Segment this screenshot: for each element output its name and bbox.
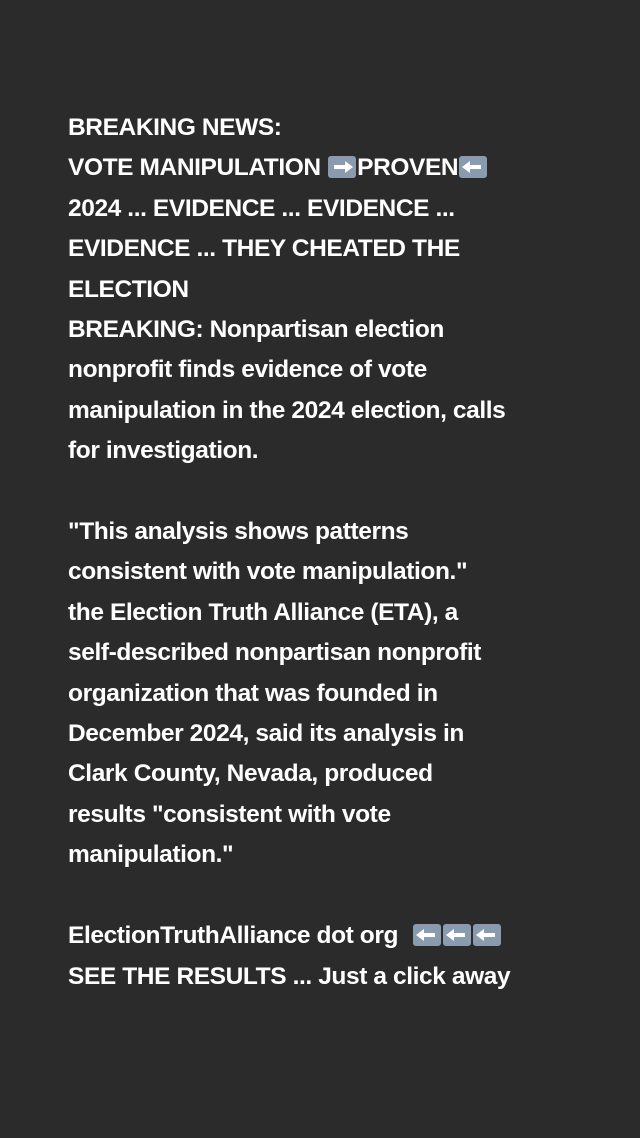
right-arrow-icon (328, 156, 356, 178)
paragraph-spacer (68, 472, 608, 512)
left-arrow-icon (443, 924, 471, 946)
breaking-line: for investigation. (68, 437, 259, 465)
breaking-line: manipulation in the 2024 election, calls (68, 396, 506, 424)
quote-line: consistent with vote manipulation." (68, 558, 468, 586)
headline-line: ELECTION (68, 275, 189, 303)
quote-line: manipulation." (68, 841, 234, 869)
headline-text: VOTE MANIPULATION (68, 154, 328, 182)
quote-line: December 2024, said its analysis in (68, 720, 464, 748)
quote-line: the Election Truth Alliance (ETA), a (68, 598, 458, 626)
headline-line (68, 148, 608, 188)
left-arrow-icon (473, 924, 501, 946)
headline-line: EVIDENCE ... THEY CHEATED THE (68, 235, 460, 263)
quote-line: self-described nonpartisan nonprofit (68, 639, 482, 667)
breaking-line: nonprofit finds evidence of vote (68, 356, 427, 384)
cta-line: SEE THE RESULTS ... Just a click away (68, 962, 511, 990)
breaking-line: BREAKING: Nonpartisan election (68, 316, 444, 344)
left-arrow-icon (459, 156, 487, 178)
headline-line: BREAKING NEWS: (68, 114, 282, 141)
paragraph-spacer (68, 876, 608, 916)
post-text (68, 108, 608, 997)
proven-text: PROVEN (357, 154, 459, 182)
quote-line: "This analysis shows patterns (68, 518, 409, 546)
left-arrow-icon (413, 924, 441, 946)
cta-line (68, 916, 608, 956)
quote-line: Clark County, Nevada, produced (68, 760, 433, 788)
site-text: ElectionTruthAlliance dot org (68, 922, 399, 950)
headline-line: 2024 ... EVIDENCE ... EVIDENCE ... (68, 194, 455, 222)
quote-line: organization that was founded in (68, 679, 438, 707)
quote-line: results "consistent with vote (68, 800, 391, 828)
